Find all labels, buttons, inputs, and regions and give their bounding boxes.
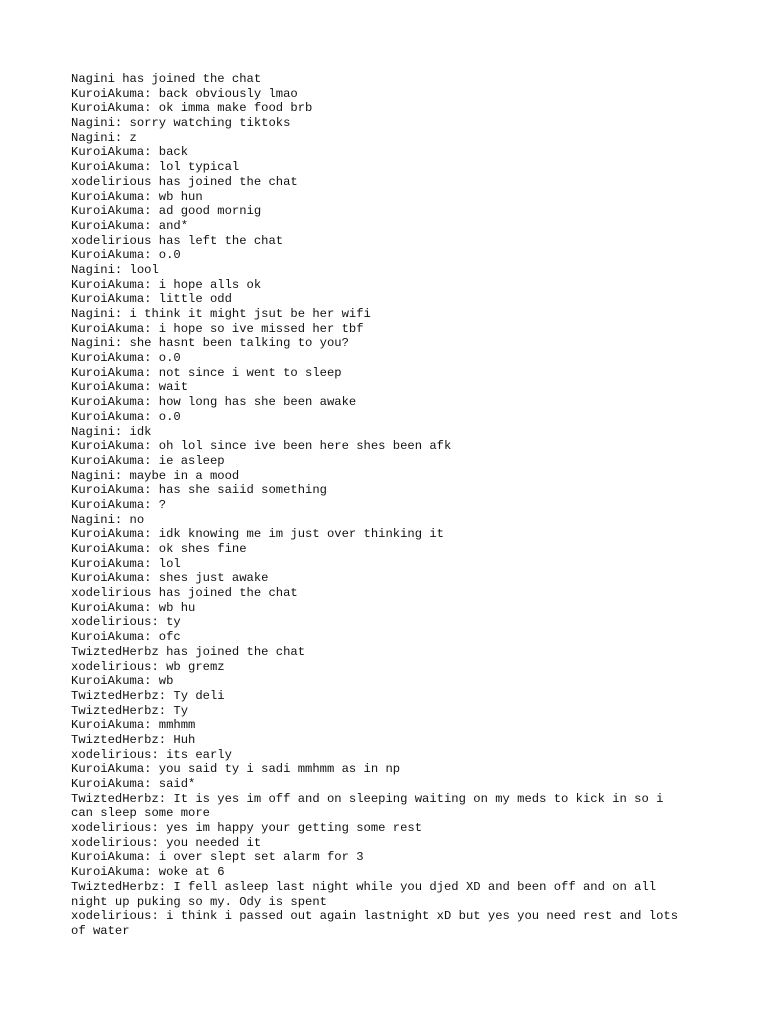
chat-line: TwiztedHerbz: It is yes im off and on sleeping waiting on my meds to kick in so i can sleep some more — [71, 791, 664, 821]
chat-line: KuroiAkuma: ok imma make food brb — [71, 101, 313, 116]
chat-line: xodelirious: ty — [71, 615, 181, 630]
chat-line: xodelirious has left the chat — [71, 233, 284, 248]
chat-line: Nagini has joined the chat — [71, 72, 262, 86]
chat-line: TwiztedHerbz has joined the chat — [71, 644, 306, 659]
chat-line: KuroiAkuma: you said ty i sadi mmhmm as in np — [71, 762, 401, 777]
chat-line: KuroiAkuma: has she saiid something — [71, 483, 327, 498]
chat-line: xodelirious has joined the chat — [71, 586, 298, 601]
chat-line: xodelirious: yes im happy your getting some rest — [71, 821, 423, 836]
chat-line: Nagini: she hasnt been talking to you? — [71, 336, 349, 351]
chat-line: KuroiAkuma: ofc — [71, 630, 181, 645]
chat-line: KuroiAkuma: i hope so ive missed her tbf — [71, 321, 364, 336]
chat-line: TwiztedHerbz: Ty — [71, 703, 189, 718]
chat-line: Nagini: maybe in a mood — [71, 468, 240, 483]
chat-line: KuroiAkuma: oh lol since ive been here shes been afk — [71, 439, 452, 454]
chat-line: xodelirious: you needed it — [71, 835, 262, 850]
chat-line: KuroiAkuma: ? — [71, 497, 167, 512]
chat-line: KuroiAkuma: shes just awake — [71, 571, 269, 586]
chat-line: KuroiAkuma: o.0 — [71, 351, 181, 366]
chat-line: xodelirious: i think i passed out again lastnight xD but yes you need rest and lots of water — [71, 909, 679, 938]
chat-line: KuroiAkuma: wb hu — [71, 600, 196, 615]
chat-line: KuroiAkuma: wait — [71, 380, 189, 395]
chat-line: Nagini: z — [71, 130, 137, 145]
chat-line: KuroiAkuma: lol typical — [71, 160, 240, 175]
chat-line: KuroiAkuma: o.0 — [71, 409, 181, 424]
chat-line: KuroiAkuma: lol — [71, 556, 181, 571]
chat-line: KuroiAkuma: not since i went to sleep — [71, 365, 342, 380]
chat-line: KuroiAkuma: ie asleep — [71, 453, 225, 468]
chat-line: TwiztedHerbz: I fell asleep last night while you djed XD and been off and on all night up puking so my. Ody is spent — [71, 879, 657, 909]
chat-line: KuroiAkuma: o.0 — [71, 248, 181, 263]
chat-line: KuroiAkuma: little odd — [71, 292, 232, 307]
chat-line: xodelirious has joined the chat — [71, 174, 298, 189]
chat-line: KuroiAkuma: i over slept set alarm for 3 — [71, 850, 364, 865]
chat-line: KuroiAkuma: woke at 6 — [71, 865, 225, 880]
chat-line: Nagini: sorry watching tiktoks — [71, 116, 291, 131]
chat-line: KuroiAkuma: back — [71, 145, 189, 160]
chat-line: KuroiAkuma: idk knowing me im just over thinking it — [71, 527, 444, 542]
chat-line: KuroiAkuma: said* — [71, 777, 196, 791]
chat-line: KuroiAkuma: how long has she been awake — [71, 395, 357, 410]
chat-line: xodelirious: wb gremz — [71, 659, 225, 674]
chat-line: TwiztedHerbz: Ty deli — [71, 688, 225, 703]
chat-line: xodelirious: its early — [71, 747, 232, 762]
chat-line: KuroiAkuma: ad good mornig — [71, 204, 262, 219]
chat-line: KuroiAkuma: i hope alls ok — [71, 277, 262, 292]
chat-line: TwiztedHerbz: Huh — [71, 732, 196, 747]
chat-line: KuroiAkuma: mmhmm — [71, 718, 196, 733]
chat-line: KuroiAkuma: wb hun — [71, 189, 203, 204]
chat-line: KuroiAkuma: and* — [71, 218, 189, 233]
chat-line: KuroiAkuma: back obviously lmao — [71, 86, 298, 101]
chat-line: Nagini: lool — [71, 262, 159, 277]
chat-line: Nagini: idk — [71, 424, 152, 439]
chat-log — [71, 72, 711, 939]
chat-line: KuroiAkuma: ok shes fine — [71, 542, 247, 556]
chat-line: Nagini: i think it might jsut be her wifi — [71, 307, 371, 321]
chat-line: Nagini: no — [71, 512, 145, 527]
chat-line: KuroiAkuma: wb — [71, 674, 174, 689]
